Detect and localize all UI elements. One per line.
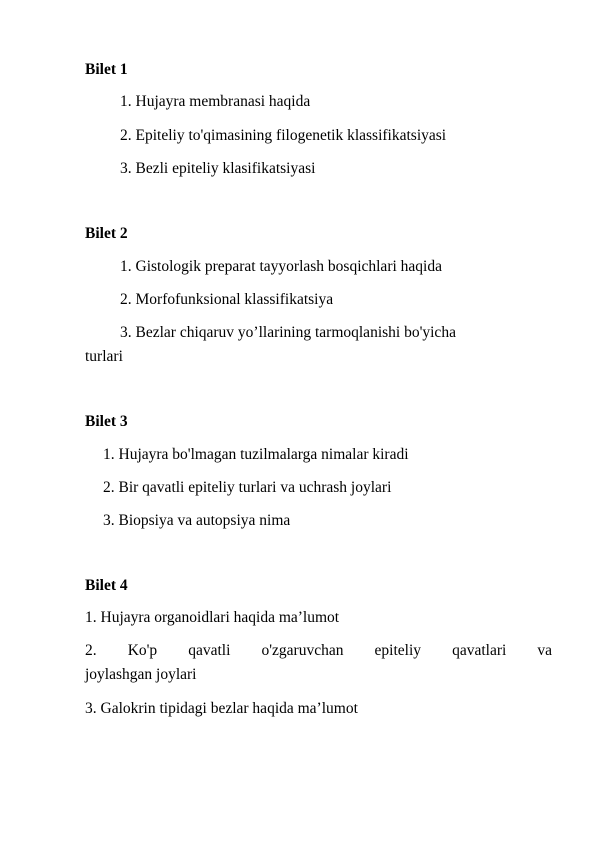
ticket-4-item-3: 3. Galokrin tipidagi bezlar haqida ma’lumot <box>85 700 358 717</box>
ticket-1-item-2: 2. Epiteliy to'qimasining filogenetik klassifikatsiyasi <box>120 127 447 144</box>
ticket-4-item-2-continuation: joylashgan joylari <box>85 666 197 683</box>
ticket-2-item-3: 3. Bezlar chiqaruv yo’llarining tarmoqlanishi bo'yicha <box>120 324 456 341</box>
ticket-3-item-1: 1. Hujayra bo'lmagan tuzilmalarga nimalar kiradi <box>103 446 409 463</box>
ticket-1-item-3: 3. Bezli epiteliy klasifikatsiyasi <box>120 160 316 177</box>
ticket-3-item-3: 3. Biopsiya va autopsiya nima <box>103 512 291 529</box>
ticket-2-title: Bilet 2 <box>85 225 128 242</box>
ticket-2-item-1: 1. Gistologik preparat tayyorlash bosqichlari haqida <box>120 258 442 275</box>
ticket-2-item-2: 2. Morfofunksional klassifikatsiya <box>120 291 334 308</box>
ticket-4-item-2: 2. Ko'p qavatli o'zgaruvchan epiteliy qavatlari va <box>85 642 552 659</box>
ticket-4-item-1: 1. Hujayra organoidlari haqida ma’lumot <box>85 609 340 626</box>
ticket-3-item-2: 2. Bir qavatli epiteliy turlari va uchrash joylari <box>103 479 392 496</box>
ticket-2-item-3-continuation: turlari <box>85 348 123 365</box>
ticket-4-title: Bilet 4 <box>85 577 128 594</box>
ticket-3-title: Bilet 3 <box>85 413 128 430</box>
ticket-1-item-1: 1. Hujayra membranasi haqida <box>120 93 311 110</box>
ticket-1-title: Bilet 1 <box>85 61 128 78</box>
